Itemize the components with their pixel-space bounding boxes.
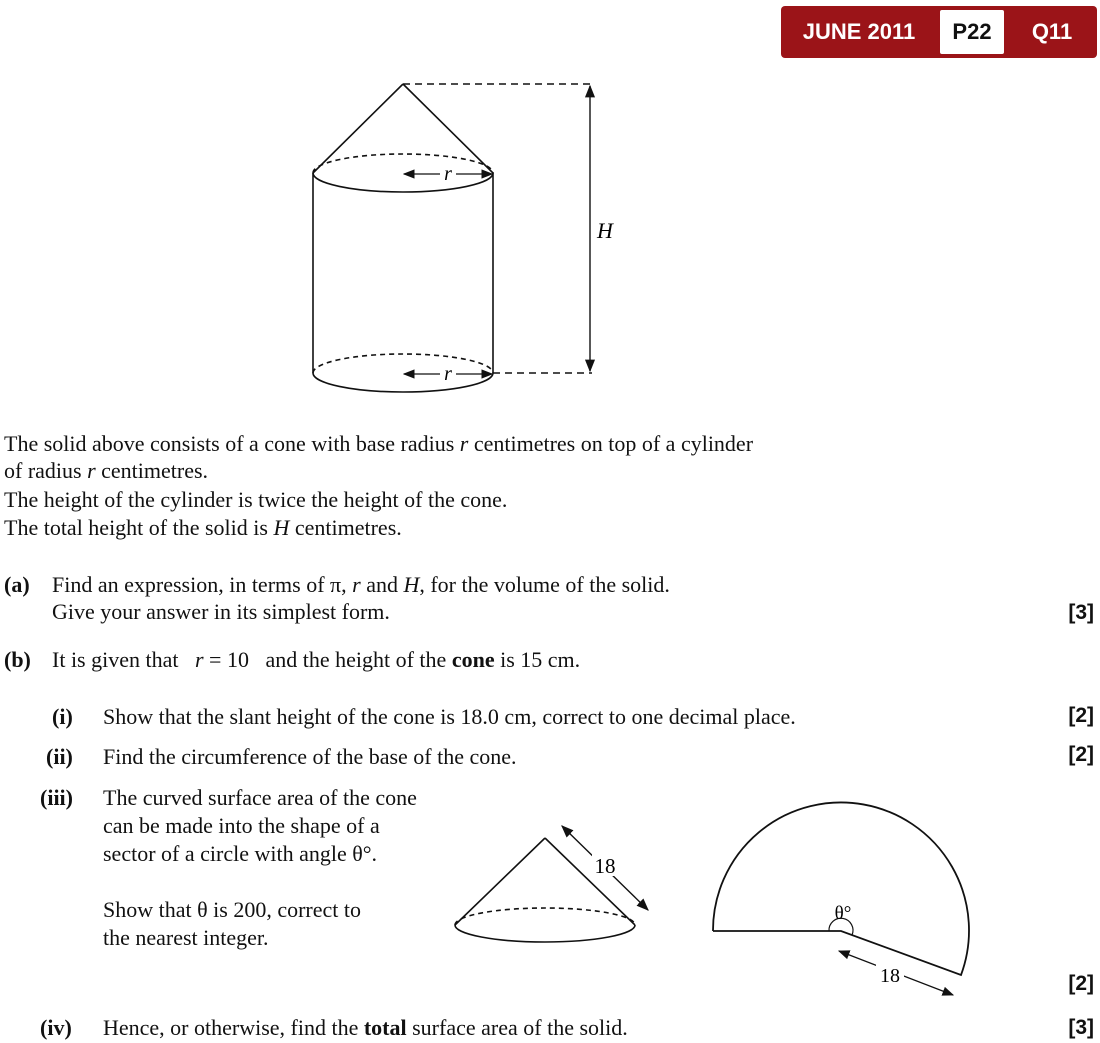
sector-radius-label: 18 [880,965,900,987]
question-number: Q11 [1031,19,1073,44]
sub-iv-text: Hence, or otherwise, find the total surface area of the solid. [103,1015,628,1040]
cone-cylinder-diagram [0,0,700,400]
bottom-ellipse-front [313,373,493,392]
sub-i-marks: [2] [1068,704,1094,727]
height-label: H [597,218,613,243]
intro-line-4: The total height of the solid is H centimetres. [4,515,402,540]
intro-line-3: The height of the cylinder is twice the height of the cone. [4,487,508,512]
sub-i-text: Show that the slant height of the cone is 18.0 cm, correct to one decimal place. [103,704,796,729]
small-cone-right-edge [545,838,635,925]
sub-iii-label: (iii) [40,785,73,810]
part-b-label: (b) [4,647,31,672]
sub-iii-marks: [2] [1068,972,1094,995]
cone-left-edge [313,84,403,173]
cone-sector-diagram [440,790,1000,1010]
part-a-label: (a) [4,572,30,597]
intro-line-2: of radius r centimetres. [4,458,209,483]
intro-line-1: The solid above consists of a cone with base radius r centimetres on top of a cylinder [4,431,754,456]
question-badge [781,6,1097,58]
radius-label-bottom: r [444,363,452,385]
small-cone-left-edge [455,838,545,925]
sector-angle-label: θ° [834,903,852,924]
sub-iii-line-1: The curved surface area of the cone [103,785,417,810]
bottom-ellipse-back [313,354,493,373]
part-a-line-2: Give your answer in its simplest form. [52,599,390,624]
sub-iii-show-line-2: the nearest integer. [103,925,269,950]
small-cone-base-back [455,908,635,925]
sub-ii-label: (ii) [46,744,73,769]
part-a-line-1: Find an expression, in terms of π, r and H, for the volume of the solid. [52,572,670,597]
slant-height-label: 18 [594,854,616,878]
sub-ii-marks: [2] [1068,743,1094,766]
sub-iii-line-3: sector of a circle with angle θ°. [103,841,378,866]
part-a-marks: [3] [1068,601,1094,624]
paper-code: P22 [940,10,1004,54]
sub-ii-text: Find the circumference of the base of the cone. [103,744,517,769]
sub-iv-marks: [3] [1068,1016,1094,1039]
top-ellipse-back [313,154,493,173]
radius-label-top: r [444,163,452,185]
small-cone-base-front [455,925,635,942]
cone-right-edge [403,84,493,173]
sector-outline [713,802,969,975]
sub-iii-show-line-1: Show that θ is 200, correct to [103,897,361,922]
sub-iv-label: (iv) [40,1015,72,1040]
part-b-text: It is given that r = 10 and the height of the cone is 15 cm. [52,647,581,672]
sub-iii-line-2: can be made into the shape of a [103,813,380,838]
top-ellipse-front [313,173,493,192]
sub-i-label: (i) [52,704,73,729]
exam-date: JUNE 2011 [802,19,916,44]
